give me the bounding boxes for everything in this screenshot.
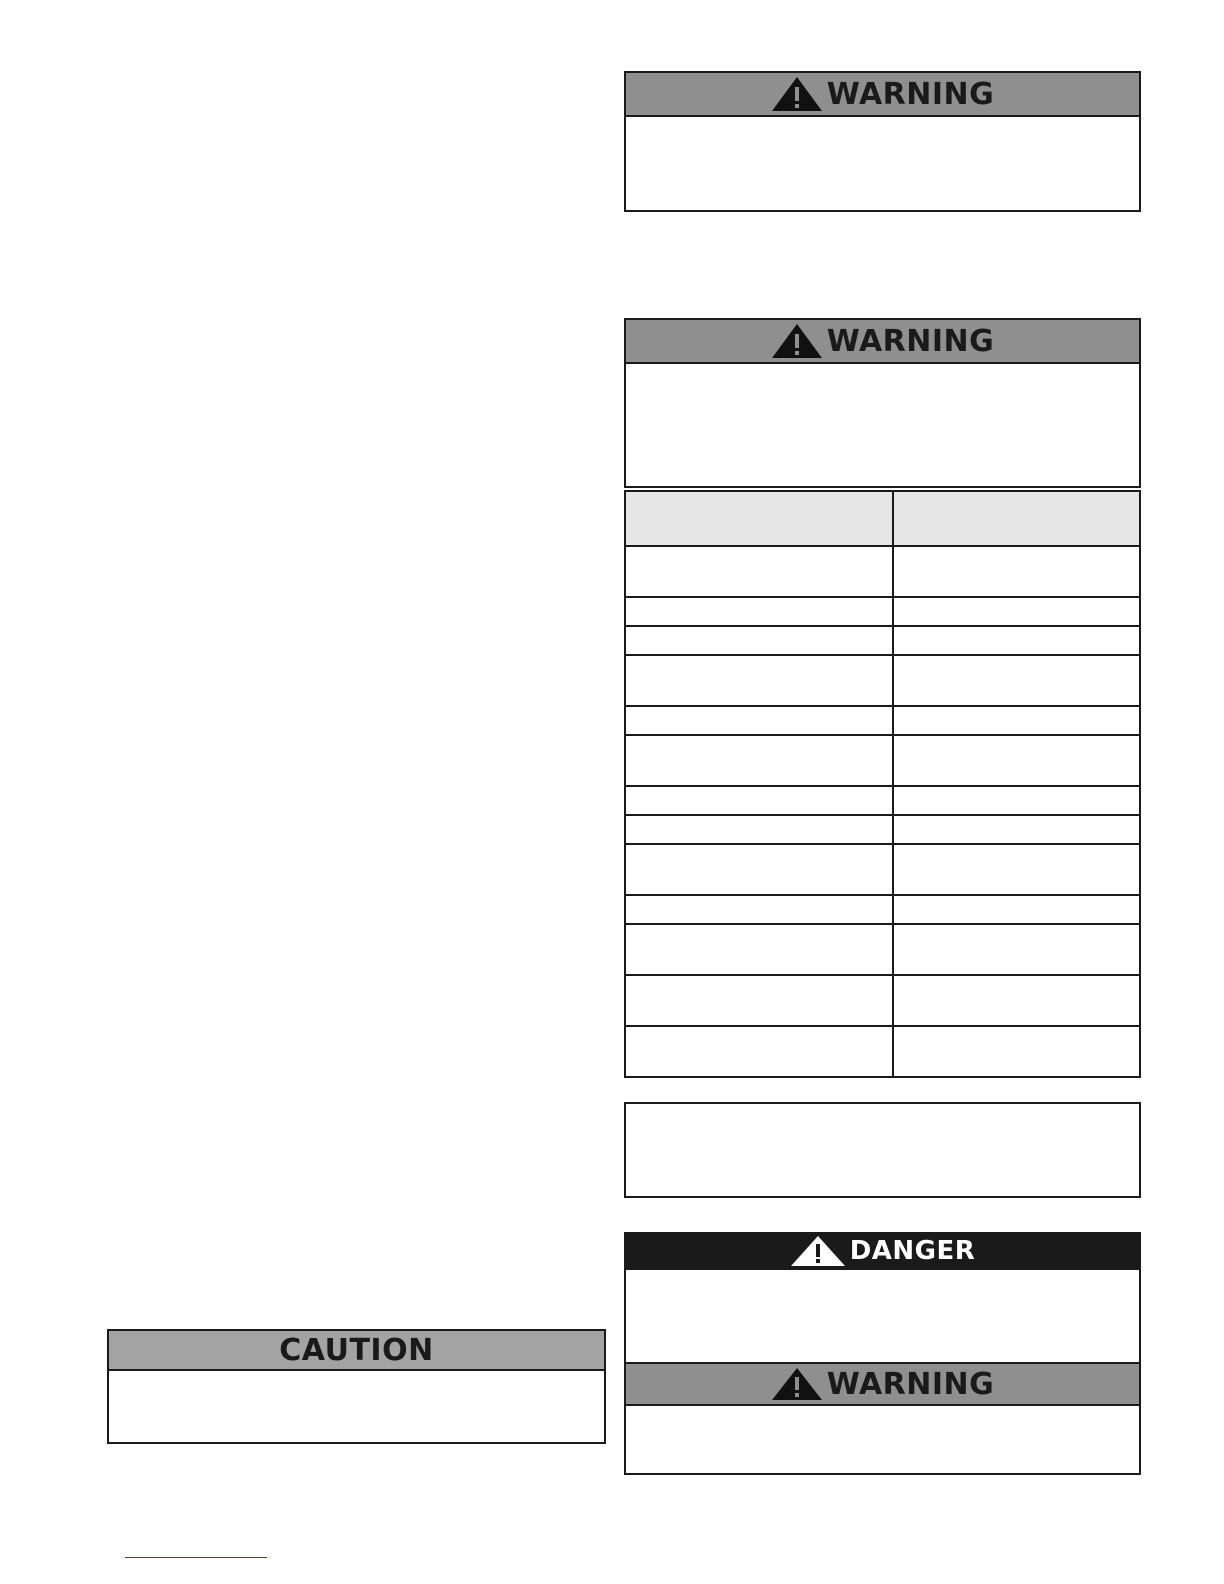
table-row [625, 786, 1140, 815]
table-row [625, 655, 1140, 706]
danger-box [624, 1232, 1141, 1364]
table-row [625, 1026, 1140, 1077]
data-table [624, 490, 1141, 1078]
warning-label: WARNING [826, 323, 995, 359]
warning-triangle-icon [790, 1235, 846, 1267]
warning-box-3 [624, 1362, 1141, 1475]
warning-box-2 [624, 318, 1141, 488]
caution-box [107, 1329, 606, 1444]
table-row [625, 546, 1140, 597]
table-row [625, 815, 1140, 844]
table-row [625, 895, 1140, 924]
table-row [625, 597, 1140, 626]
warning-header [626, 73, 1139, 117]
warning-box-1 [624, 71, 1141, 212]
table-row [625, 735, 1140, 786]
warning-triangle-icon [771, 323, 823, 359]
table-row [625, 706, 1140, 735]
table-row [625, 975, 1140, 1026]
warning-header [626, 1364, 1139, 1406]
warning-label: WARNING [826, 76, 995, 112]
table-header-row [625, 491, 1140, 546]
warning-header [626, 320, 1139, 364]
danger-header [626, 1234, 1139, 1270]
notice-box [624, 1102, 1141, 1198]
warning-triangle-icon [771, 1367, 823, 1401]
warning-label: WARNING [826, 1366, 995, 1402]
warning-triangle-icon [771, 76, 823, 112]
table-row [625, 626, 1140, 655]
danger-label: DANGER [849, 1236, 976, 1266]
caution-header [109, 1331, 604, 1371]
footer-rule [125, 1557, 267, 1558]
table-row [625, 924, 1140, 975]
table-row [625, 844, 1140, 895]
caution-label: CAUTION [279, 1332, 434, 1368]
